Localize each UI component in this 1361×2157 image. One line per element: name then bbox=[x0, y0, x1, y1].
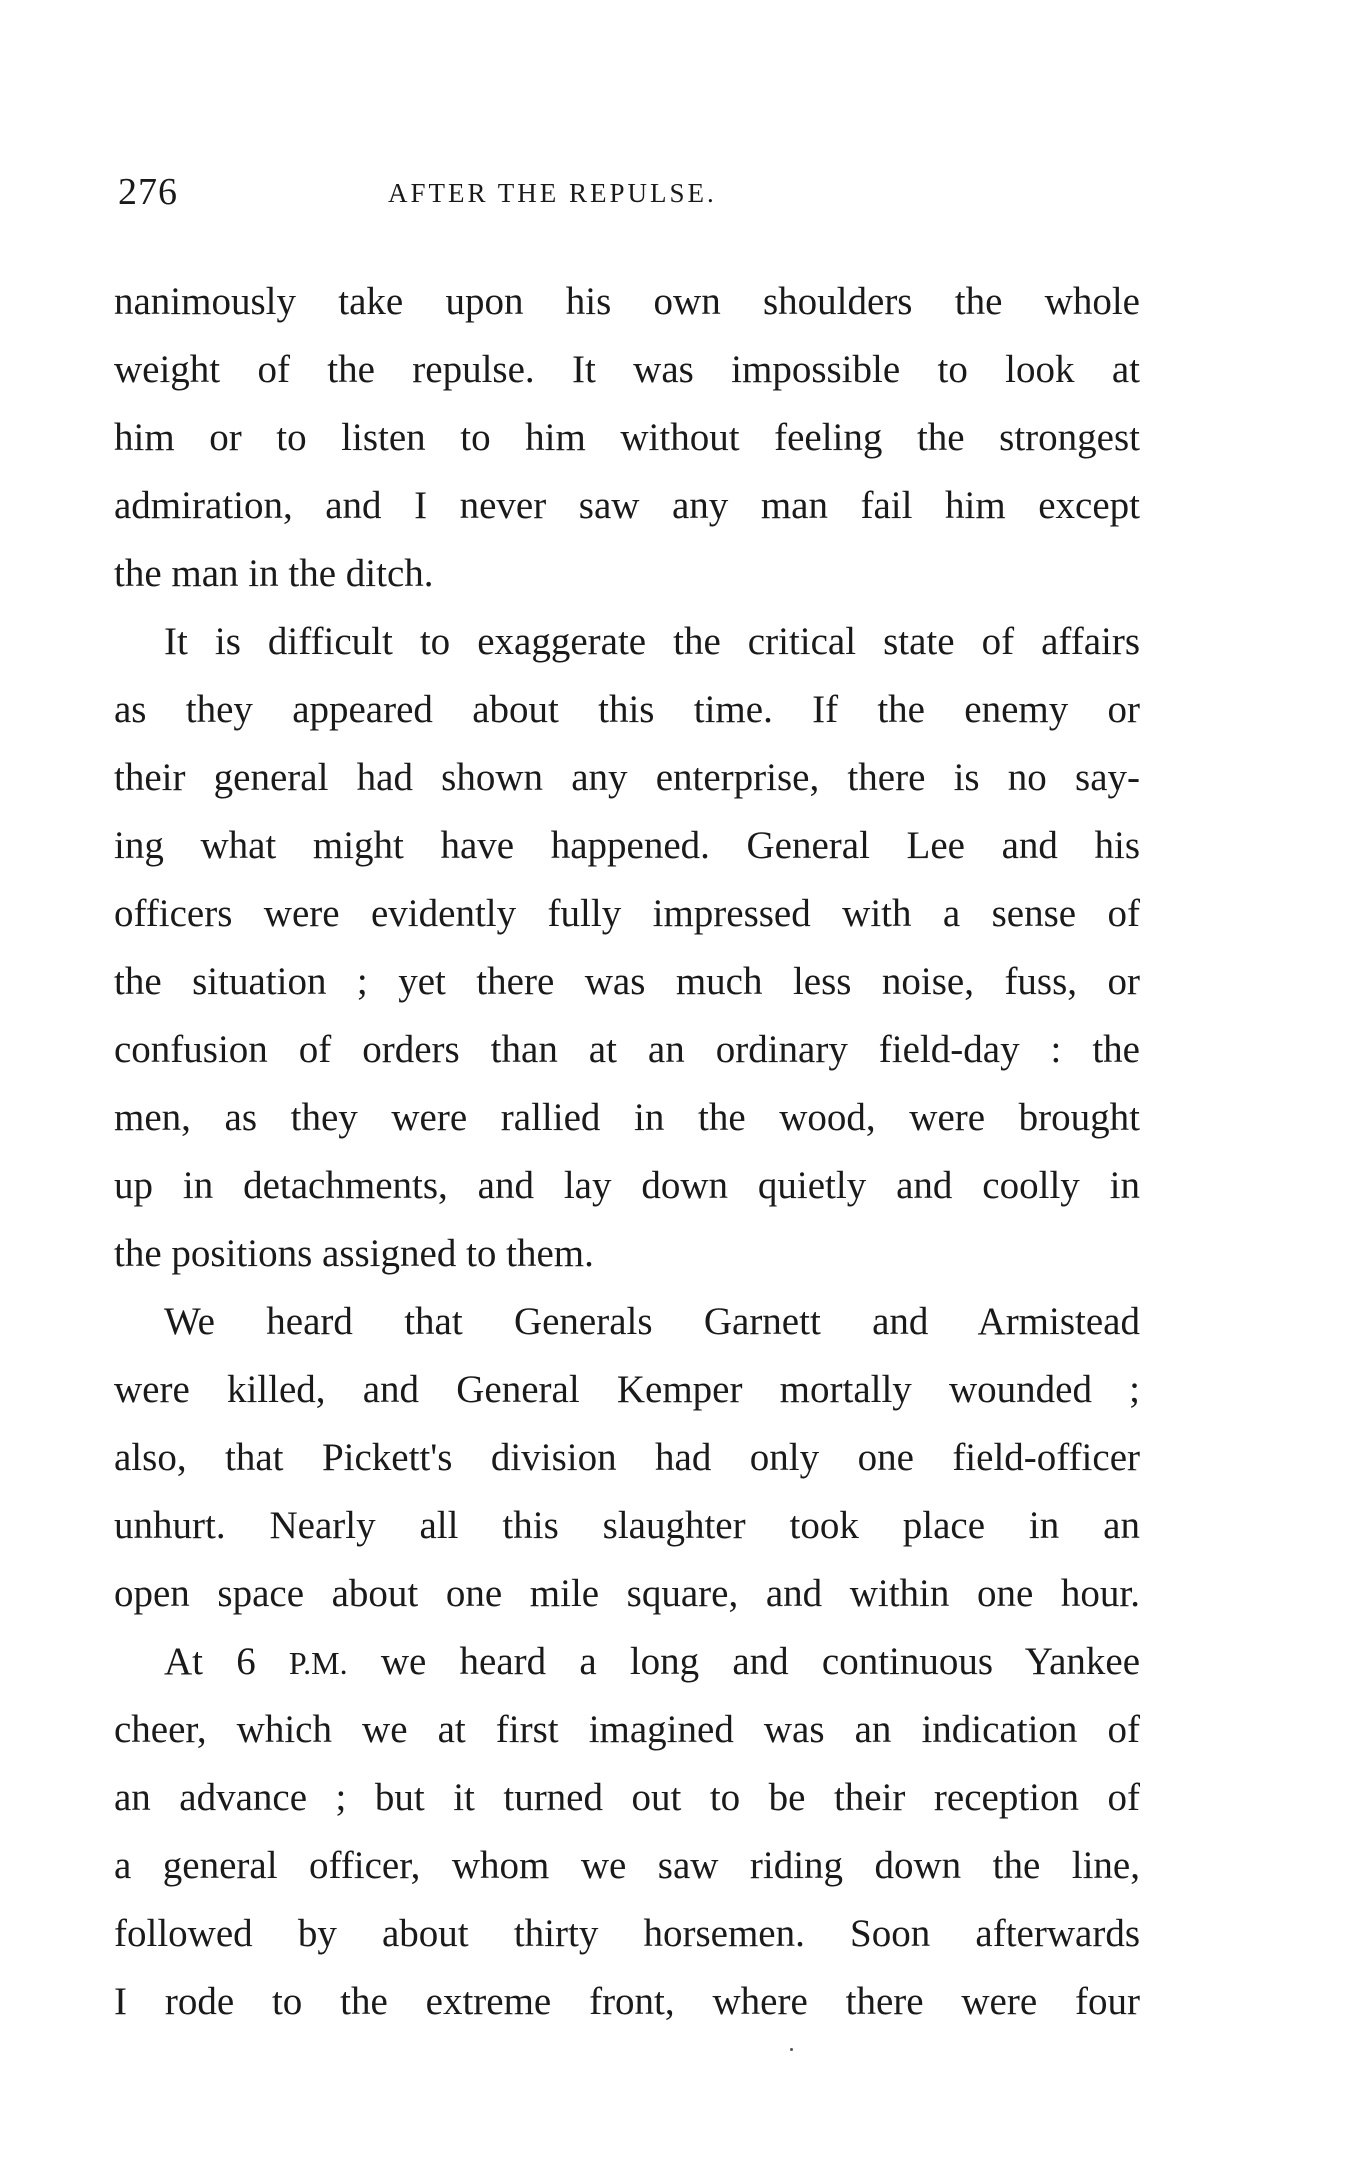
text-line: cheer, which we at first imagined was an indication of bbox=[114, 1708, 1140, 1751]
text-line: We heard that Generals Garnett and Armistead bbox=[164, 1300, 1140, 1343]
text-line bbox=[114, 1628, 1140, 1696]
running-head bbox=[118, 170, 1158, 220]
text-line: weight of the repulse. It was impossible to look at bbox=[114, 348, 1140, 391]
text-line: officers were evidently fully impressed with a sense of bbox=[114, 892, 1140, 935]
text-line: unhurt. Nearly all this slaughter took place in an bbox=[114, 1504, 1140, 1547]
text-line: followed by about thirty horsemen. Soon afterwards bbox=[114, 1912, 1140, 1955]
text-line: open space about one mile square, and within one hour. bbox=[114, 1572, 1140, 1615]
text-line: a general officer, whom we saw riding down the line, bbox=[114, 1844, 1140, 1887]
text-line: the positions assigned to them. bbox=[114, 1232, 594, 1275]
text-line: the man in the ditch. bbox=[114, 552, 434, 595]
text-line: nanimously take upon his own shoulders the whole bbox=[114, 280, 1140, 323]
text-line: their general had shown any enterprise, there is no say- bbox=[114, 756, 1140, 799]
text-line: were killed, and General Kemper mortally wounded ; bbox=[114, 1368, 1140, 1411]
time-abbreviation: P.M. bbox=[288, 1645, 348, 1681]
print-speck bbox=[790, 2048, 793, 2051]
text-line: men, as they were rallied in the wood, were brought bbox=[114, 1096, 1140, 1139]
text-line: the situation ; yet there was much less noise, fuss, or bbox=[114, 960, 1140, 1003]
paragraph-3 bbox=[114, 1288, 1140, 1628]
running-title: AFTER THE REPULSE. bbox=[388, 178, 717, 208]
text-line: I rode to the extreme front, where there were four bbox=[114, 1980, 1140, 2023]
text-fragment: we heard a long and continuous Yankee bbox=[347, 1640, 1140, 1683]
text-line: admiration, and I never saw any man fail him except bbox=[114, 484, 1140, 527]
text-fragment: At 6 bbox=[164, 1640, 289, 1683]
body-text bbox=[114, 268, 1140, 2036]
text-line: him or to listen to him without feeling the strongest bbox=[114, 416, 1140, 459]
text-line: ing what might have happened. General Lee and his bbox=[114, 824, 1140, 867]
page-number: 276 bbox=[118, 171, 178, 213]
text-line: also, that Pickett's division had only one field-officer bbox=[114, 1436, 1140, 1479]
text-line: as they appeared about this time. If the enemy or bbox=[114, 688, 1140, 731]
text-line: confusion of orders than at an ordinary field-day : the bbox=[114, 1028, 1140, 1071]
text-line: up in detachments, and lay down quietly and coolly in bbox=[114, 1164, 1140, 1207]
paragraph-4 bbox=[114, 1628, 1140, 2036]
text-line: It is difficult to exaggerate the critical state of affairs bbox=[164, 620, 1140, 663]
paragraph-2 bbox=[114, 608, 1140, 1288]
paragraph-1 bbox=[114, 268, 1140, 608]
text-line: an advance ; but it turned out to be their reception of bbox=[114, 1776, 1140, 1819]
